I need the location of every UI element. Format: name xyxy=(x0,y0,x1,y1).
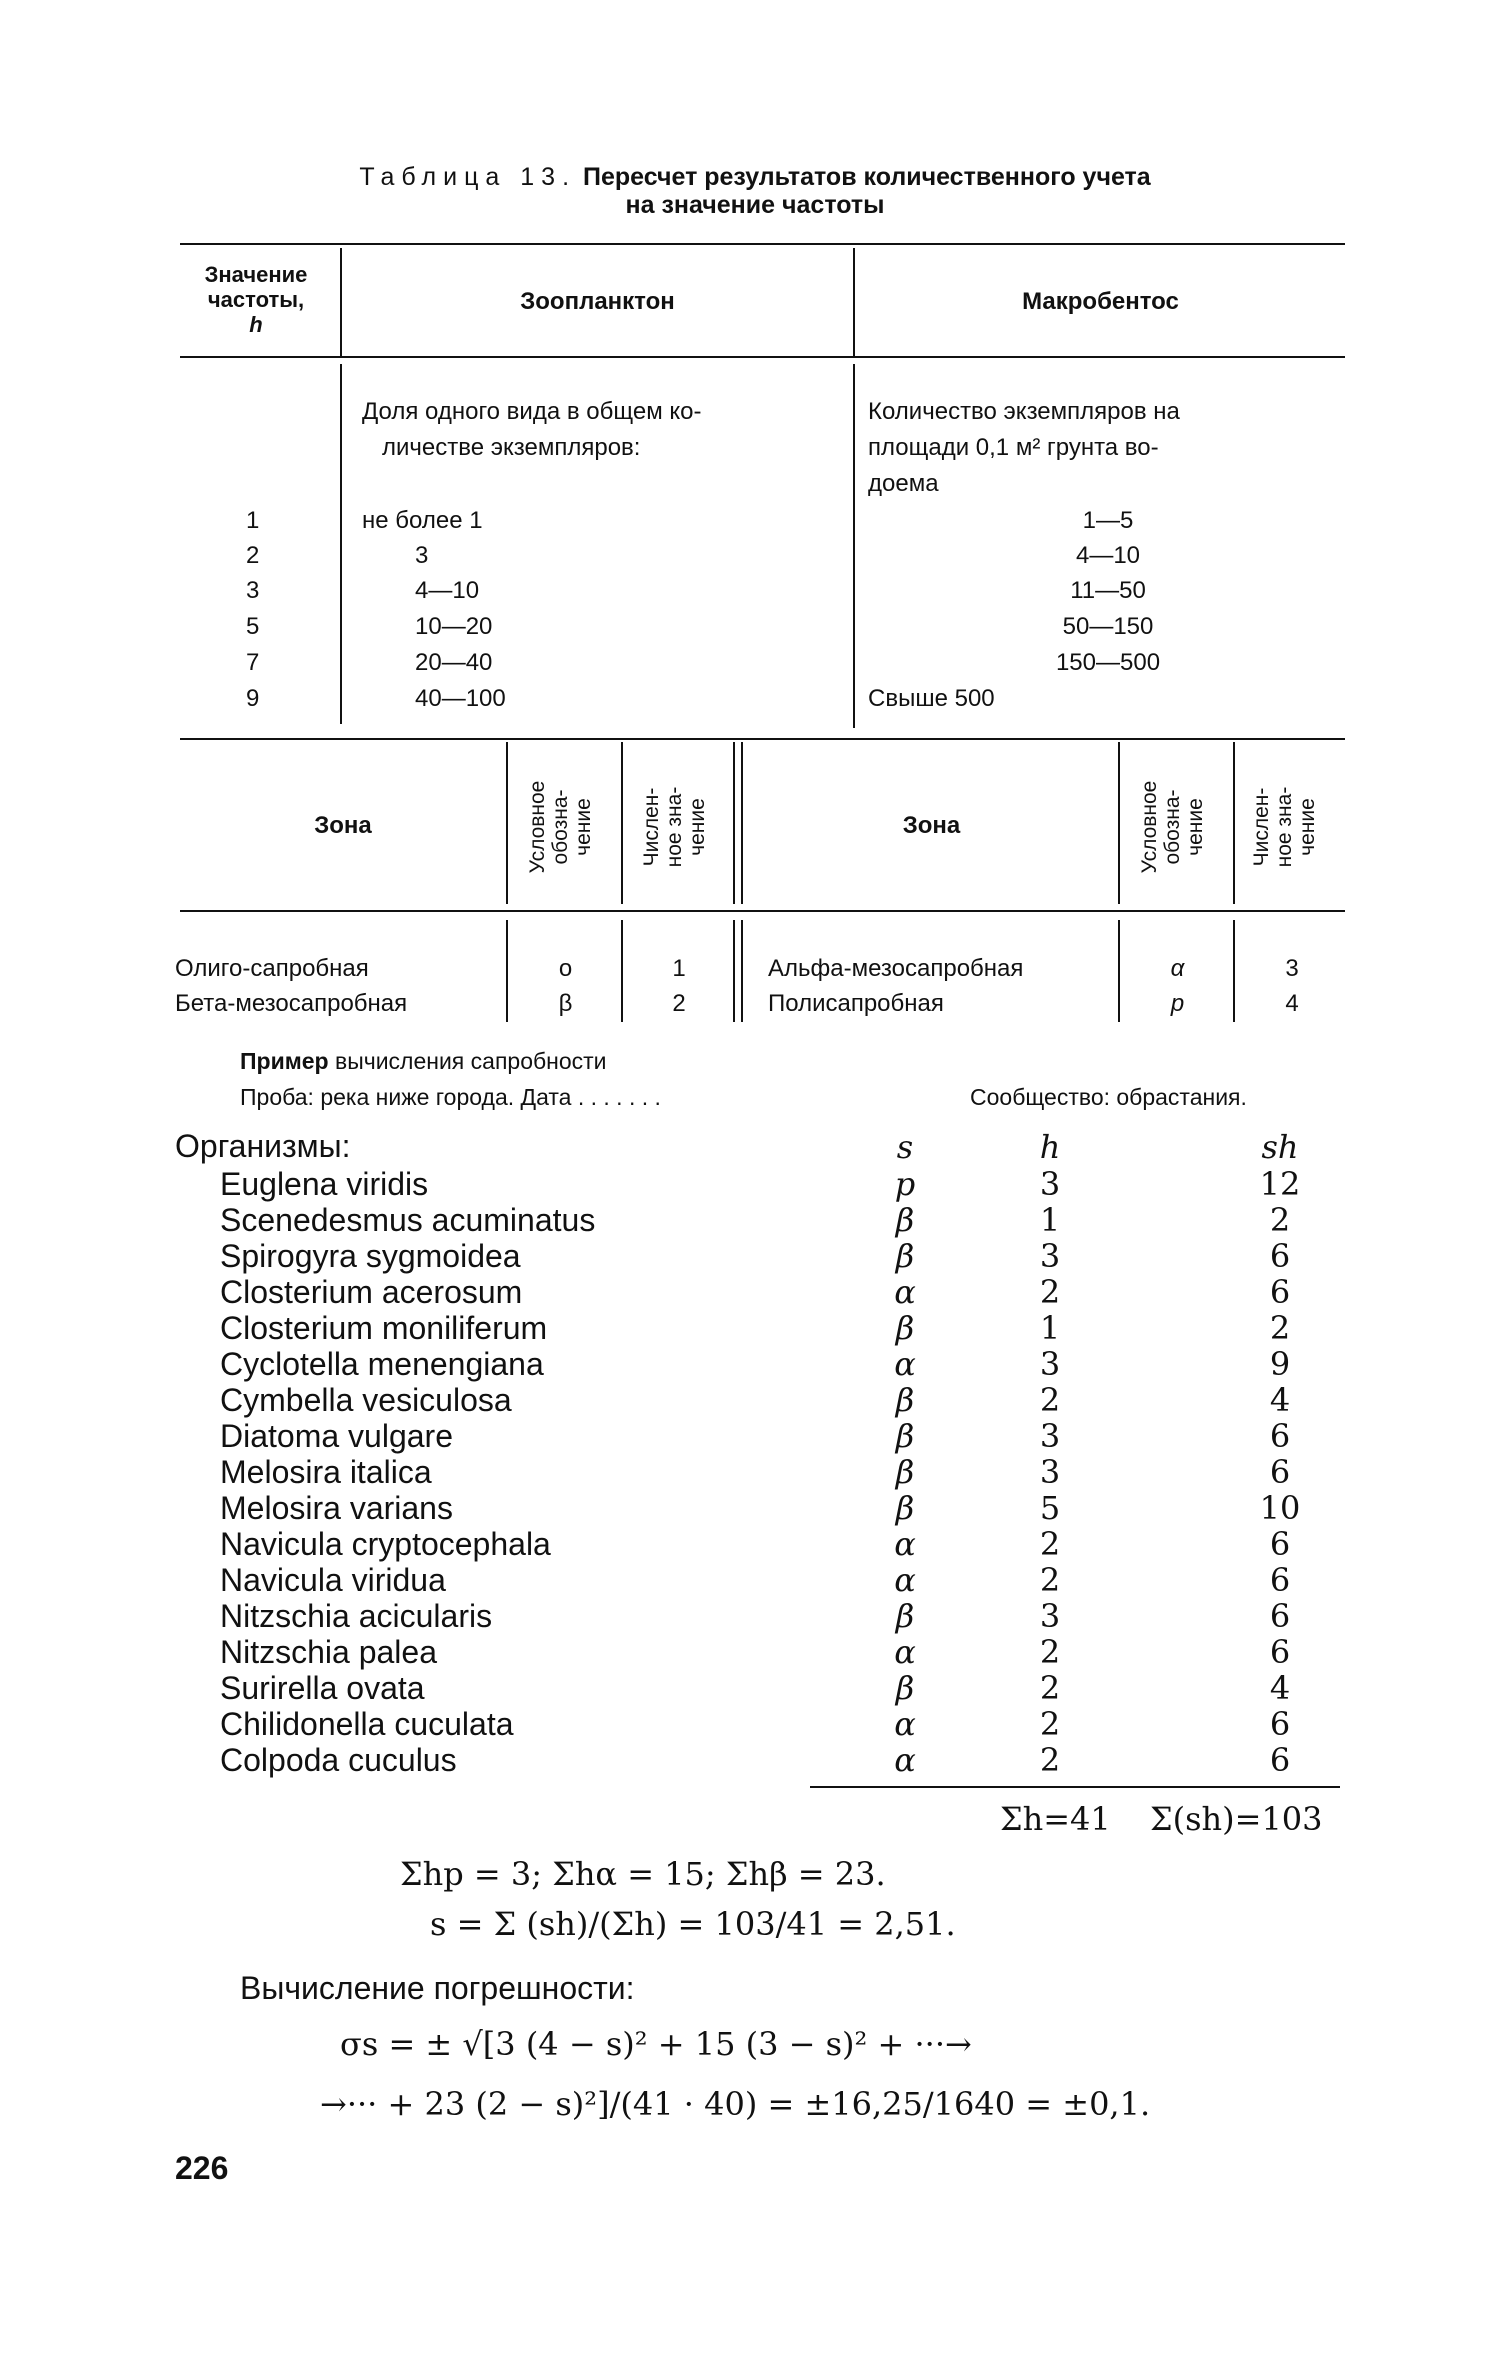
table-caption xyxy=(175,163,1335,219)
list-item xyxy=(220,1742,1370,1778)
zoo-description xyxy=(362,394,701,466)
table2-row-sym-left: β xyxy=(558,990,573,1017)
error-title: Вычисление погрешности: xyxy=(240,1970,635,2006)
organism-name: Cyclotella menengiana xyxy=(220,1346,544,1382)
organism-name: Diatoma vulgare xyxy=(220,1418,453,1454)
table2-divider-b xyxy=(621,742,623,904)
organism-s: β xyxy=(895,1381,915,1419)
organism-h: 2 xyxy=(1039,1561,1061,1599)
organism-sh: 6 xyxy=(1269,1741,1291,1779)
table1-row-mac: 150—500 xyxy=(1055,649,1161,676)
zoo-desc-line2: личестве экземпляров: xyxy=(382,434,641,461)
sym-header-line2: обозна- xyxy=(1161,789,1184,865)
table2-body-divider-c2 xyxy=(741,920,743,1022)
organism-h: 3 xyxy=(1039,1417,1061,1455)
organism-name: Chilidonella cuculata xyxy=(220,1706,514,1742)
mac-desc-line1: Количество экземпляров на xyxy=(868,398,1180,425)
organism-name: Euglena viridis xyxy=(220,1166,429,1202)
table1-row-h: 1 xyxy=(246,507,260,534)
caption-title-line1: Пересчет результатов количественного учета xyxy=(583,163,1151,191)
sym-header-line1: Условное xyxy=(526,780,549,874)
list-item xyxy=(220,1526,1370,1562)
table1-divider-1-header xyxy=(340,248,342,356)
organism-sh: 6 xyxy=(1269,1633,1291,1671)
table1-row-zoo: 40—100 xyxy=(415,685,506,712)
mac-description xyxy=(868,394,1180,502)
organism-sh: 6 xyxy=(1269,1273,1291,1311)
example-title-bold: Пример xyxy=(240,1048,329,1074)
list-item xyxy=(220,1490,1370,1526)
sum-h: Σh=41 xyxy=(1000,1800,1111,1838)
organism-sh: 10 xyxy=(1259,1489,1301,1527)
organism-name: Spirogyra sygmoidea xyxy=(220,1238,521,1274)
table2-body-divider-e xyxy=(1233,920,1235,1022)
sym-header-line3: чение xyxy=(572,798,595,856)
organism-h: 2 xyxy=(1039,1525,1061,1563)
organism-s: β xyxy=(895,1417,915,1455)
sym-header-line1: Условное xyxy=(1138,780,1161,874)
table2-body-divider-d xyxy=(1118,920,1120,1022)
table2-row-num-left: 2 xyxy=(672,990,686,1017)
formula-line1: Σhp = 3; Σhα = 15; Σhβ = 23. xyxy=(400,1855,886,1893)
table2-sym-header-right xyxy=(1138,752,1214,902)
table1-row-h: 3 xyxy=(246,577,260,604)
organism-sh: 6 xyxy=(1269,1561,1291,1599)
table1-row-h: 2 xyxy=(246,542,260,569)
organism-s: β xyxy=(895,1237,915,1275)
table1-col1-header-line3: h xyxy=(249,312,263,337)
organism-name: Cymbella vesiculosa xyxy=(220,1382,512,1418)
table2-row-sym-left: o xyxy=(558,955,573,982)
organism-s: α xyxy=(894,1705,916,1743)
formula-line2: s = Σ (sh)/(Σh) = 103/41 = 2,51. xyxy=(430,1905,956,1943)
organism-h: 2 xyxy=(1039,1669,1061,1707)
table2-row-num-right: 3 xyxy=(1285,955,1299,982)
table1-col2-header: Зоопланктон xyxy=(520,288,675,315)
list-item xyxy=(220,1202,1370,1238)
example-title-rest: вычисления сапробности xyxy=(334,1048,607,1074)
organisms-list xyxy=(220,1166,1370,1778)
table2-num-header-left xyxy=(640,752,716,902)
table1-row-zoo: 3 xyxy=(415,542,429,569)
table2-row-zone-right: Полисапробная xyxy=(768,990,944,1017)
table1-row-mac: 11—50 xyxy=(1070,577,1146,604)
mac-desc-line3: доема xyxy=(868,470,939,497)
organism-s: β xyxy=(895,1669,915,1707)
organism-s: β xyxy=(895,1453,915,1491)
list-item xyxy=(220,1382,1370,1418)
table1-row-h: 9 xyxy=(246,685,260,712)
table2-body-divider-a xyxy=(506,920,508,1022)
num-header-line2: ное зна- xyxy=(1273,786,1296,868)
table2-body-divider-b xyxy=(621,920,623,1022)
organism-s: β xyxy=(895,1201,915,1239)
table1-divider-2-header xyxy=(853,248,855,356)
organism-sh: 9 xyxy=(1269,1345,1291,1383)
table1-row-mac: 4—10 xyxy=(1075,542,1141,569)
organism-s: α xyxy=(894,1525,916,1563)
table2-divider-d xyxy=(1118,742,1120,904)
example-title xyxy=(240,1048,607,1075)
organism-s: β xyxy=(895,1309,915,1347)
sigma-line2: →··· + 23 (2 − s)²]/(41 · 40) = ±16,25/1640 = ±0,1. xyxy=(320,2085,1151,2123)
num-header-line3: чение xyxy=(1296,798,1319,856)
organism-sh: 4 xyxy=(1269,1669,1291,1707)
organism-name: Navicula viridua xyxy=(220,1562,446,1598)
organism-name: Nitzschia acicularis xyxy=(220,1598,493,1634)
table1-row-h: 5 xyxy=(246,613,260,640)
list-item xyxy=(220,1562,1370,1598)
table1-row-zoo: не более 1 xyxy=(362,507,483,534)
list-item xyxy=(220,1166,1370,1202)
table2-sym-header-left xyxy=(526,752,602,902)
list-item xyxy=(220,1634,1370,1670)
organism-name: Melosira italica xyxy=(220,1454,432,1490)
list-item xyxy=(220,1274,1370,1310)
organism-name: Navicula cryptocephala xyxy=(220,1526,551,1562)
col-header-s: s xyxy=(896,1128,914,1166)
organism-name: Nitzschia palea xyxy=(220,1634,437,1670)
sum-rule xyxy=(810,1786,1340,1788)
organism-sh: 6 xyxy=(1269,1453,1291,1491)
table2-body-divider-c1 xyxy=(733,920,735,1022)
table1-row-zoo: 4—10 xyxy=(415,577,480,604)
organism-h: 2 xyxy=(1039,1633,1061,1671)
organism-name: Closterium moniliferum xyxy=(220,1310,548,1346)
table1-col1-header xyxy=(176,262,336,337)
list-item xyxy=(220,1418,1370,1454)
organism-name: Melosira varians xyxy=(220,1490,453,1526)
organism-name: Colpoda cuculus xyxy=(220,1742,457,1778)
list-item xyxy=(220,1346,1370,1382)
table2-top-rule xyxy=(180,738,1345,740)
table2-row-zone-left: Бета-мезосапробная xyxy=(175,990,408,1017)
table2-divider-a xyxy=(506,742,508,904)
organism-h: 2 xyxy=(1039,1741,1061,1779)
table2-divider-c2 xyxy=(741,742,743,904)
organism-s: p xyxy=(894,1165,916,1203)
table1-divider-1-body xyxy=(340,364,342,724)
table2-row-sym-right: α xyxy=(1170,955,1185,982)
table1-top-rule xyxy=(180,243,1345,245)
organism-h: 3 xyxy=(1039,1237,1061,1275)
organism-s: α xyxy=(894,1273,916,1311)
table2-divider-c1 xyxy=(733,742,735,904)
organism-s: α xyxy=(894,1345,916,1383)
table1-col1-header-line2: частоты, xyxy=(207,287,305,312)
organism-s: α xyxy=(894,1741,916,1779)
col-header-sh: sh xyxy=(1261,1128,1299,1166)
organism-sh: 6 xyxy=(1269,1705,1291,1743)
organism-sh: 6 xyxy=(1269,1237,1291,1275)
table1-row-zoo: 20—40 xyxy=(415,649,493,676)
organism-h: 3 xyxy=(1039,1345,1061,1383)
list-item xyxy=(220,1310,1370,1346)
table2-row-zone-right: Альфа-мезосапробная xyxy=(768,955,1024,982)
organisms-header: Организмы: xyxy=(175,1128,351,1164)
organism-h: 1 xyxy=(1039,1201,1061,1239)
num-header-line3: чение xyxy=(686,798,709,856)
organism-name: Scenedesmus acuminatus xyxy=(220,1202,596,1238)
organism-sh: 2 xyxy=(1269,1201,1291,1239)
organism-sh: 4 xyxy=(1269,1381,1291,1419)
table1-col3-header: Макробентос xyxy=(1022,288,1179,315)
organism-sh: 6 xyxy=(1269,1525,1291,1563)
table2-num-header-right xyxy=(1250,752,1326,902)
organism-s: β xyxy=(895,1597,915,1635)
list-item xyxy=(220,1706,1370,1742)
table1-row-zoo: 10—20 xyxy=(415,613,493,640)
list-item xyxy=(220,1670,1370,1706)
organism-sh: 6 xyxy=(1269,1417,1291,1455)
table1-row-mac: 1—5 xyxy=(1082,507,1134,534)
page-number: 226 xyxy=(175,2150,229,2186)
sym-header-line3: чение xyxy=(1184,798,1207,856)
list-item xyxy=(220,1454,1370,1490)
zoo-desc-line1: Доля одного вида в общем ко- xyxy=(362,398,702,425)
probe-left: Проба: река ниже города. Дата . . . . . . . xyxy=(240,1084,661,1110)
table2-row-zone-left: Олиго-сапробная xyxy=(175,955,369,982)
table2-header-rule xyxy=(180,910,1345,912)
table1-header-rule xyxy=(180,356,1345,358)
example-probe xyxy=(240,1084,1340,1111)
sym-header-line2: обозна- xyxy=(549,789,572,865)
table2-row-num-right: 4 xyxy=(1285,990,1299,1017)
organism-h: 2 xyxy=(1039,1705,1061,1743)
mac-desc-line2: площади 0,1 м² грунта во- xyxy=(868,434,1159,461)
list-item xyxy=(220,1238,1370,1274)
organism-h: 3 xyxy=(1039,1165,1061,1203)
num-header-line2: ное зна- xyxy=(663,786,686,868)
caption-title-line2: на значение частоты xyxy=(625,191,885,219)
organism-h: 1 xyxy=(1039,1309,1061,1347)
organism-name: Closterium acerosum xyxy=(220,1274,523,1310)
caption-lead: Таблица 13. xyxy=(359,163,577,191)
organism-name: Surirella ovata xyxy=(220,1670,425,1706)
organism-h: 3 xyxy=(1039,1453,1061,1491)
table2-row-num-left: 1 xyxy=(672,955,686,982)
organism-s: β xyxy=(895,1489,915,1527)
organism-h: 3 xyxy=(1039,1597,1061,1635)
list-item xyxy=(220,1598,1370,1634)
num-header-line1: Числен- xyxy=(1250,787,1273,867)
sum-sh: Σ(sh)=103 xyxy=(1150,1800,1323,1838)
sigma-line1: σs = ± √[3 (4 − s)² + 15 (3 − s)² + ···→ xyxy=(340,2025,972,2063)
table2-row-sym-right: p xyxy=(1170,990,1185,1017)
probe-right: Сообщество: обрастания. xyxy=(970,1084,1247,1110)
organism-s: α xyxy=(894,1561,916,1599)
table1-row-mac: 50—150 xyxy=(1062,613,1154,640)
table2-divider-e xyxy=(1233,742,1235,904)
table2-zone-header-left: Зона xyxy=(314,812,372,839)
table2-zone-header-right: Зона xyxy=(902,812,961,839)
organism-sh: 12 xyxy=(1259,1165,1301,1203)
organism-h: 2 xyxy=(1039,1273,1061,1311)
table1-row-mac: Свыше 500 xyxy=(868,685,995,712)
organism-s: α xyxy=(894,1633,916,1671)
organism-sh: 6 xyxy=(1269,1597,1291,1635)
num-header-line1: Числен- xyxy=(640,787,663,867)
organism-h: 5 xyxy=(1039,1489,1061,1527)
table1-divider-2-body xyxy=(853,364,855,728)
table1-col1-header-line1: Значение xyxy=(204,262,308,287)
col-header-h: h xyxy=(1039,1128,1061,1166)
table1-row-h: 7 xyxy=(246,649,260,676)
organism-sh: 2 xyxy=(1269,1309,1291,1347)
organism-h: 2 xyxy=(1039,1381,1061,1419)
